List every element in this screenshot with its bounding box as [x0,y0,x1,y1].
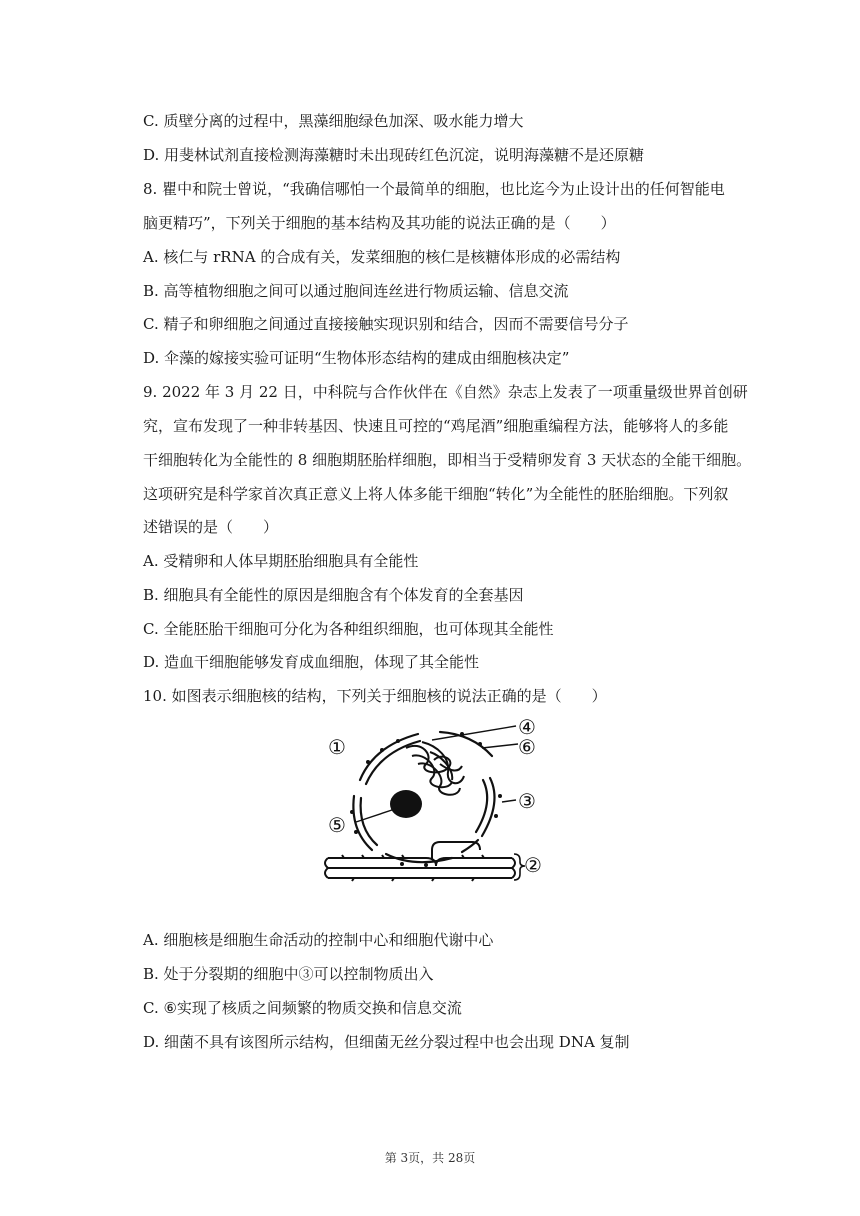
nucleolus [390,790,422,818]
q9-option-b: B. 细胞具有全能性的原因是细胞含有个体发育的全套基因 [143,586,524,604]
label-1: ① [328,735,346,759]
q10-option-c: C. ⑥实现了核质之间频繁的物质交换和信息交流 [143,999,462,1017]
q9-option-c: C. 全能胚胎干细胞可分化为各种组织细胞，也可体现其全能性 [143,620,554,638]
nucleus-structure-figure [322,712,548,888]
q8-option-a: A. 核仁与 rRNA 的合成有关，发菜细胞的核仁是核糖体形成的必需结构 [143,248,621,266]
q10-option-d: D. 细菌不具有该图所示结构，但细菌无丝分裂过程中也会出现 DNA 复制 [143,1033,630,1051]
q8-option-c: C. 精子和卵细胞之间通过直接接触实现识别和结合，因而不需要信号分子 [143,315,629,333]
q9-stem-line5: 述错误的是（ ） [143,518,279,536]
q9-stem-line4: 这项研究是科学家首次真正意义上将人体多能干细胞“转化”为全能性的胚胎细胞。下列叙 [143,485,729,503]
q9-stem-line1: 9. 2022 年 3 月 22 日，中科院与合作伙伴在《自然》杂志上发表了一项重量级世界首创研 [143,383,748,401]
label-6: ⑥ [518,735,536,759]
q8-stem-line1: 8. 瞿中和院士曾说，“我确信哪怕一个最简单的细胞，也比迄今为止设计出的任何智能电 [143,180,725,198]
q10-stem: 10. 如图表示细胞核的结构，下列关于细胞核的说法正确的是（ ） [143,687,607,705]
q7-option-d: D. 用斐林试剂直接检测海藻糖时未出现砖红色沉淀，说明海藻糖不是还原糖 [143,146,645,164]
nuclear-envelope-upper-left [360,734,418,780]
nucleus-diagram [322,712,548,888]
label-4: ④ [518,715,536,739]
nuclear-envelope-right-inner [476,780,487,832]
nuclear-envelope-top-right [440,732,492,756]
q7-option-c: C. 质壁分离的过程中，黑藻细胞绿色加深、吸水能力增大 [143,112,524,130]
q10-option-a: A. 细胞核是细胞生命活动的控制中心和细胞代谢中心 [143,931,494,949]
q9-stem-line2: 究，宣布发现了一种非转基因、快速且可控的“鸡尾酒”细胞重编程方法，能够将人的多能 [143,417,729,435]
q8-option-d: D. 伞藻的嫁接实验可证明“生物体形态结构的建成由细胞核决定” [143,349,570,367]
nuclear-envelope-right [482,778,495,836]
endoplasmic-reticulum [325,842,515,878]
label-2: ② [524,853,542,877]
q9-option-d: D. 造血干细胞能够发育成血细胞，体现了其全能性 [143,653,480,671]
q9-option-a: A. 受精卵和人体早期胚胎细胞具有全能性 [143,552,419,570]
q8-stem-line2: 脑更精巧”，下列关于细胞的基本结构及其功能的说法正确的是（ ） [143,214,616,232]
q10-option-b: B. 处于分裂期的细胞中③可以控制物质出入 [143,965,434,983]
label-5: ⑤ [328,813,346,837]
nuclear-envelope-upper-left-inner [366,741,420,784]
label-3: ③ [518,789,536,813]
q8-option-b: B. 高等植物细胞之间可以通过胞间连丝进行物质运输、信息交流 [143,282,569,300]
page-number-footer: 第 3页，共 28页 [384,1151,476,1165]
chromatin [406,742,464,795]
q9-stem-line3: 干细胞转化为全能性的 8 细胞期胚胎样细胞，即相当于受精卵发育 3 天状态的全能干细胞。 [143,451,752,469]
